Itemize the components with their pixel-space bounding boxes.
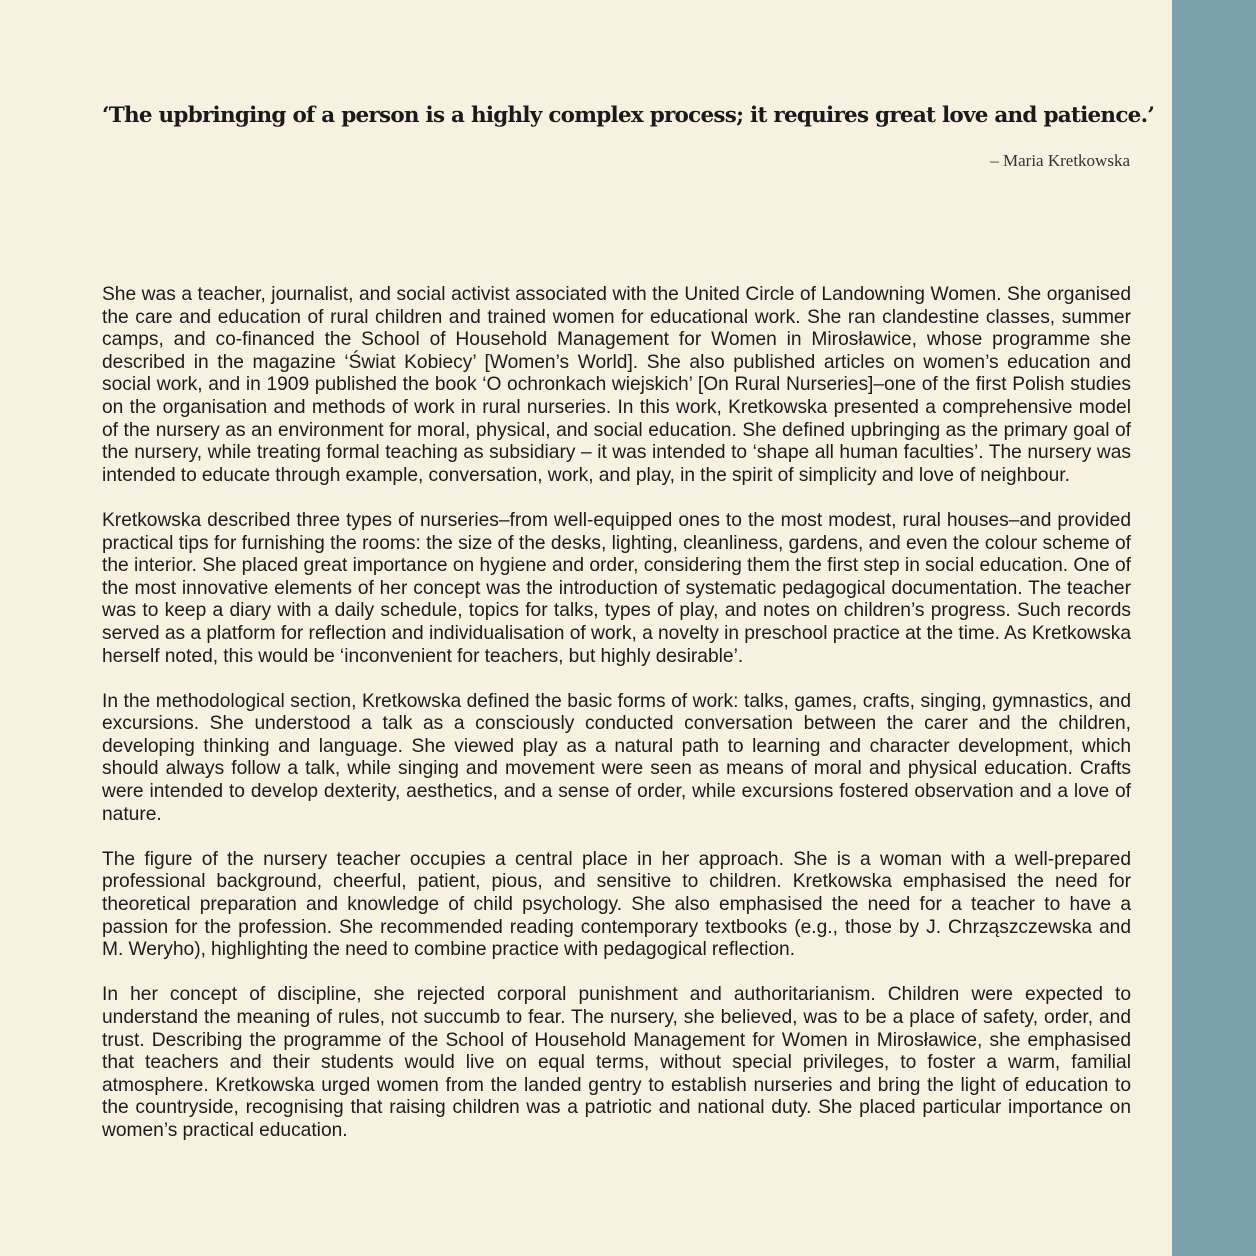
paragraph: Kretkowska described three types of nurseries–from well-equipped ones to the most modest, rural houses–and provided practical tips for furnishing the rooms: the size of the desks, lighting, cleanliness, gardens, and even the colour scheme of the interior. She placed great importance on hygiene and order, considering them the first step in social education. One of the most innovative elements of her concept was the introduction of systematic pedagogical documentation. The teacher was to keep a diary with a daily schedule, topics for talks, types of play, and notes on children’s progress. Such records served as a platform for reflection and individualisation of work, a novelty in preschool practice at the time. As Kretkowska herself noted, this would be ‘inconvenient for teachers, but highly desirable’.: [102, 509, 1131, 667]
article-body: [102, 284, 1131, 1165]
epigraph-quote: ‘The upbringing of a person is a highly complex process; it requires great love and patience.’: [102, 103, 1155, 128]
side-color-band: [1172, 0, 1256, 1256]
paragraph: In the methodological section, Kretkowska defined the basic forms of work: talks, games, crafts, singing, gymnastics, and excursions. She understood a talk as a consciously conducted conversation between the carer and the children, developing thinking and language. She viewed play as a natural path to learning and character development, which should always follow a talk, while singing and movement were seen as means of moral and physical education. Crafts were intended to develop dexterity, aesthetics, and a sense of order, while excursions fostered observation and a love of nature.: [102, 690, 1131, 825]
epigraph-author: – Maria Kretkowska: [990, 151, 1130, 170]
paragraph: She was a teacher, journalist, and social activist associated with the United Circle of Landowning Women. She organised the care and education of rural children and trained women for educational work. She ran clandestine classes, summer camps, and co-financed the School of Household Management for Women in Mirosławice, whose programme she described in the magazine ‘Świat Kobiecy’ [Women’s World]. She also published articles on women’s education and social work, and in 1909 published the book ‘O ochronkach wiejskich’ [On Rural Nurseries]–one of the first Polish studies on the organisation and methods of work in rural nurseries. In this work, Kretkowska presented a comprehensive model of the nursery as an environment for moral, physical, and social education. She defined upbringing as the primary goal of the nursery, while treating formal teaching as subsidiary – it was intended to ‘shape all human faculties’. The nursery was intended to educate through example, conversation, work, and play, in the spirit of simplicity and love of neighbour.: [102, 284, 1131, 486]
paragraph: In her concept of discipline, she rejected corporal punishment and authoritarianism. Children were expected to understand the meaning of rules, not succumb to fear. The nursery, she believed, was to be a place of safety, order, and trust. Describing the programme of the School of Household Management for Women in Mirosławice, she emphasised that teachers and their students would live on equal terms, without special privileges, to foster a warm, familial atmosphere. Kretkowska urged women from the landed gentry to establish nurseries and bring the light of education to the countryside, recognising that raising children was a patriotic and national duty. She placed particular importance on women’s practical education.: [102, 984, 1131, 1141]
paragraph: The figure of the nursery teacher occupies a central place in her approach. She is a woman with a well-prepared professional background, cheerful, patient, pious, and sensitive to children. Kretkowska emphasised the need for theoretical preparation and knowledge of child psychology. She also emphasised the need for a teacher to have a passion for the profession. She recommended reading contemporary textbooks (e.g., those by J. Chrząszczewska and M. Weryho), highlighting the need to combine practice with pedagogical reflection.: [102, 848, 1131, 961]
